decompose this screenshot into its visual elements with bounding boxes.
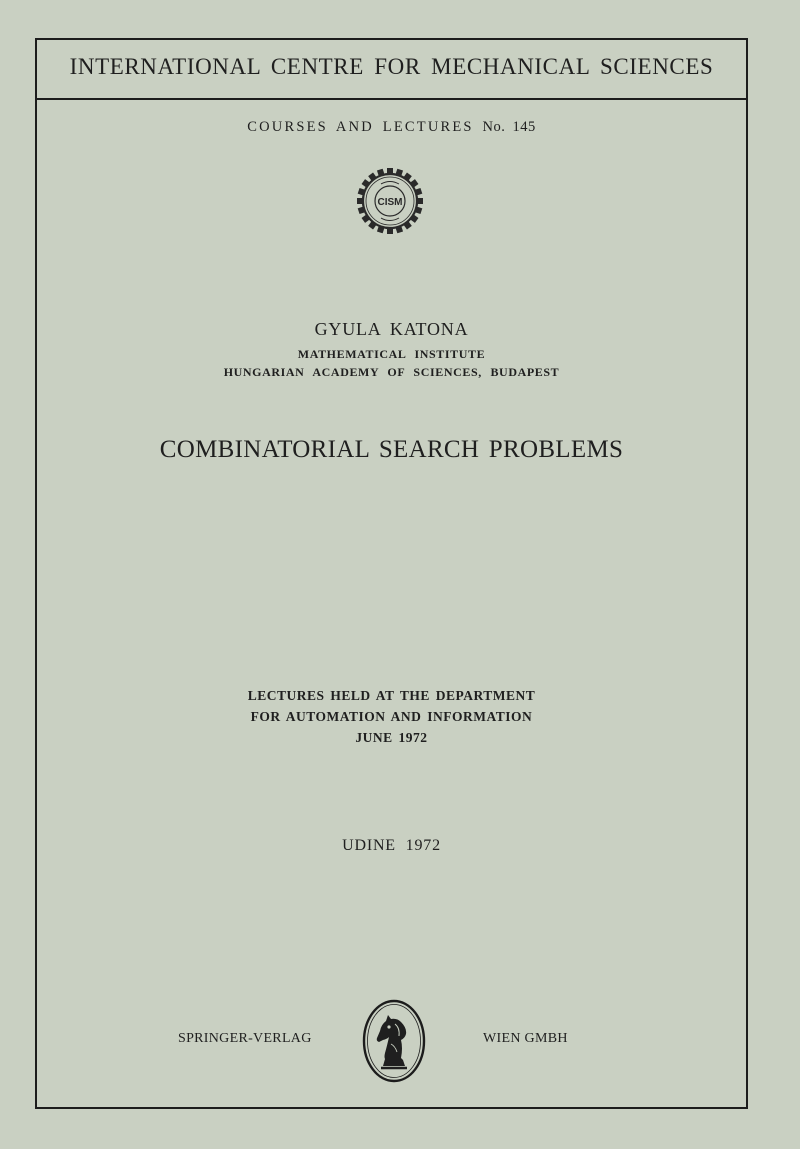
publisher-name: SPRINGER-VERLAG: [178, 1031, 312, 1046]
lecture-note-line-2: FOR AUTOMATION AND INFORMATION: [250, 709, 533, 724]
cover-frame: [35, 38, 748, 1109]
series-number: No. 145: [482, 119, 536, 135]
series-name: COURSES AND LECTURES: [247, 119, 474, 135]
book-title: COMBINATORIAL SEARCH PROBLEMS: [159, 436, 624, 463]
affiliation-academy: HUNGARIAN ACADEMY OF SCIENCES, BUDAPEST: [223, 365, 560, 379]
cism-seal-text: CISM: [377, 197, 403, 208]
publisher-location: WIEN GMBH: [483, 1031, 568, 1046]
author-name: GYULA KATONA: [314, 319, 469, 339]
springer-knight-logo: [361, 998, 427, 1084]
cism-seal-logo: [355, 166, 425, 236]
lecture-date: JUNE 1972: [355, 730, 428, 745]
header-band: [37, 40, 746, 100]
lecture-note-line-1: LECTURES HELD AT THE DEPARTMENT: [247, 688, 536, 703]
series-line: [37, 119, 746, 136]
place-year: UDINE 1972: [342, 837, 441, 854]
institution-header: INTERNATIONAL CENTRE FOR MECHANICAL SCIENCES: [69, 54, 714, 79]
affiliation-institute: MATHEMATICAL INSTITUTE: [297, 347, 486, 361]
